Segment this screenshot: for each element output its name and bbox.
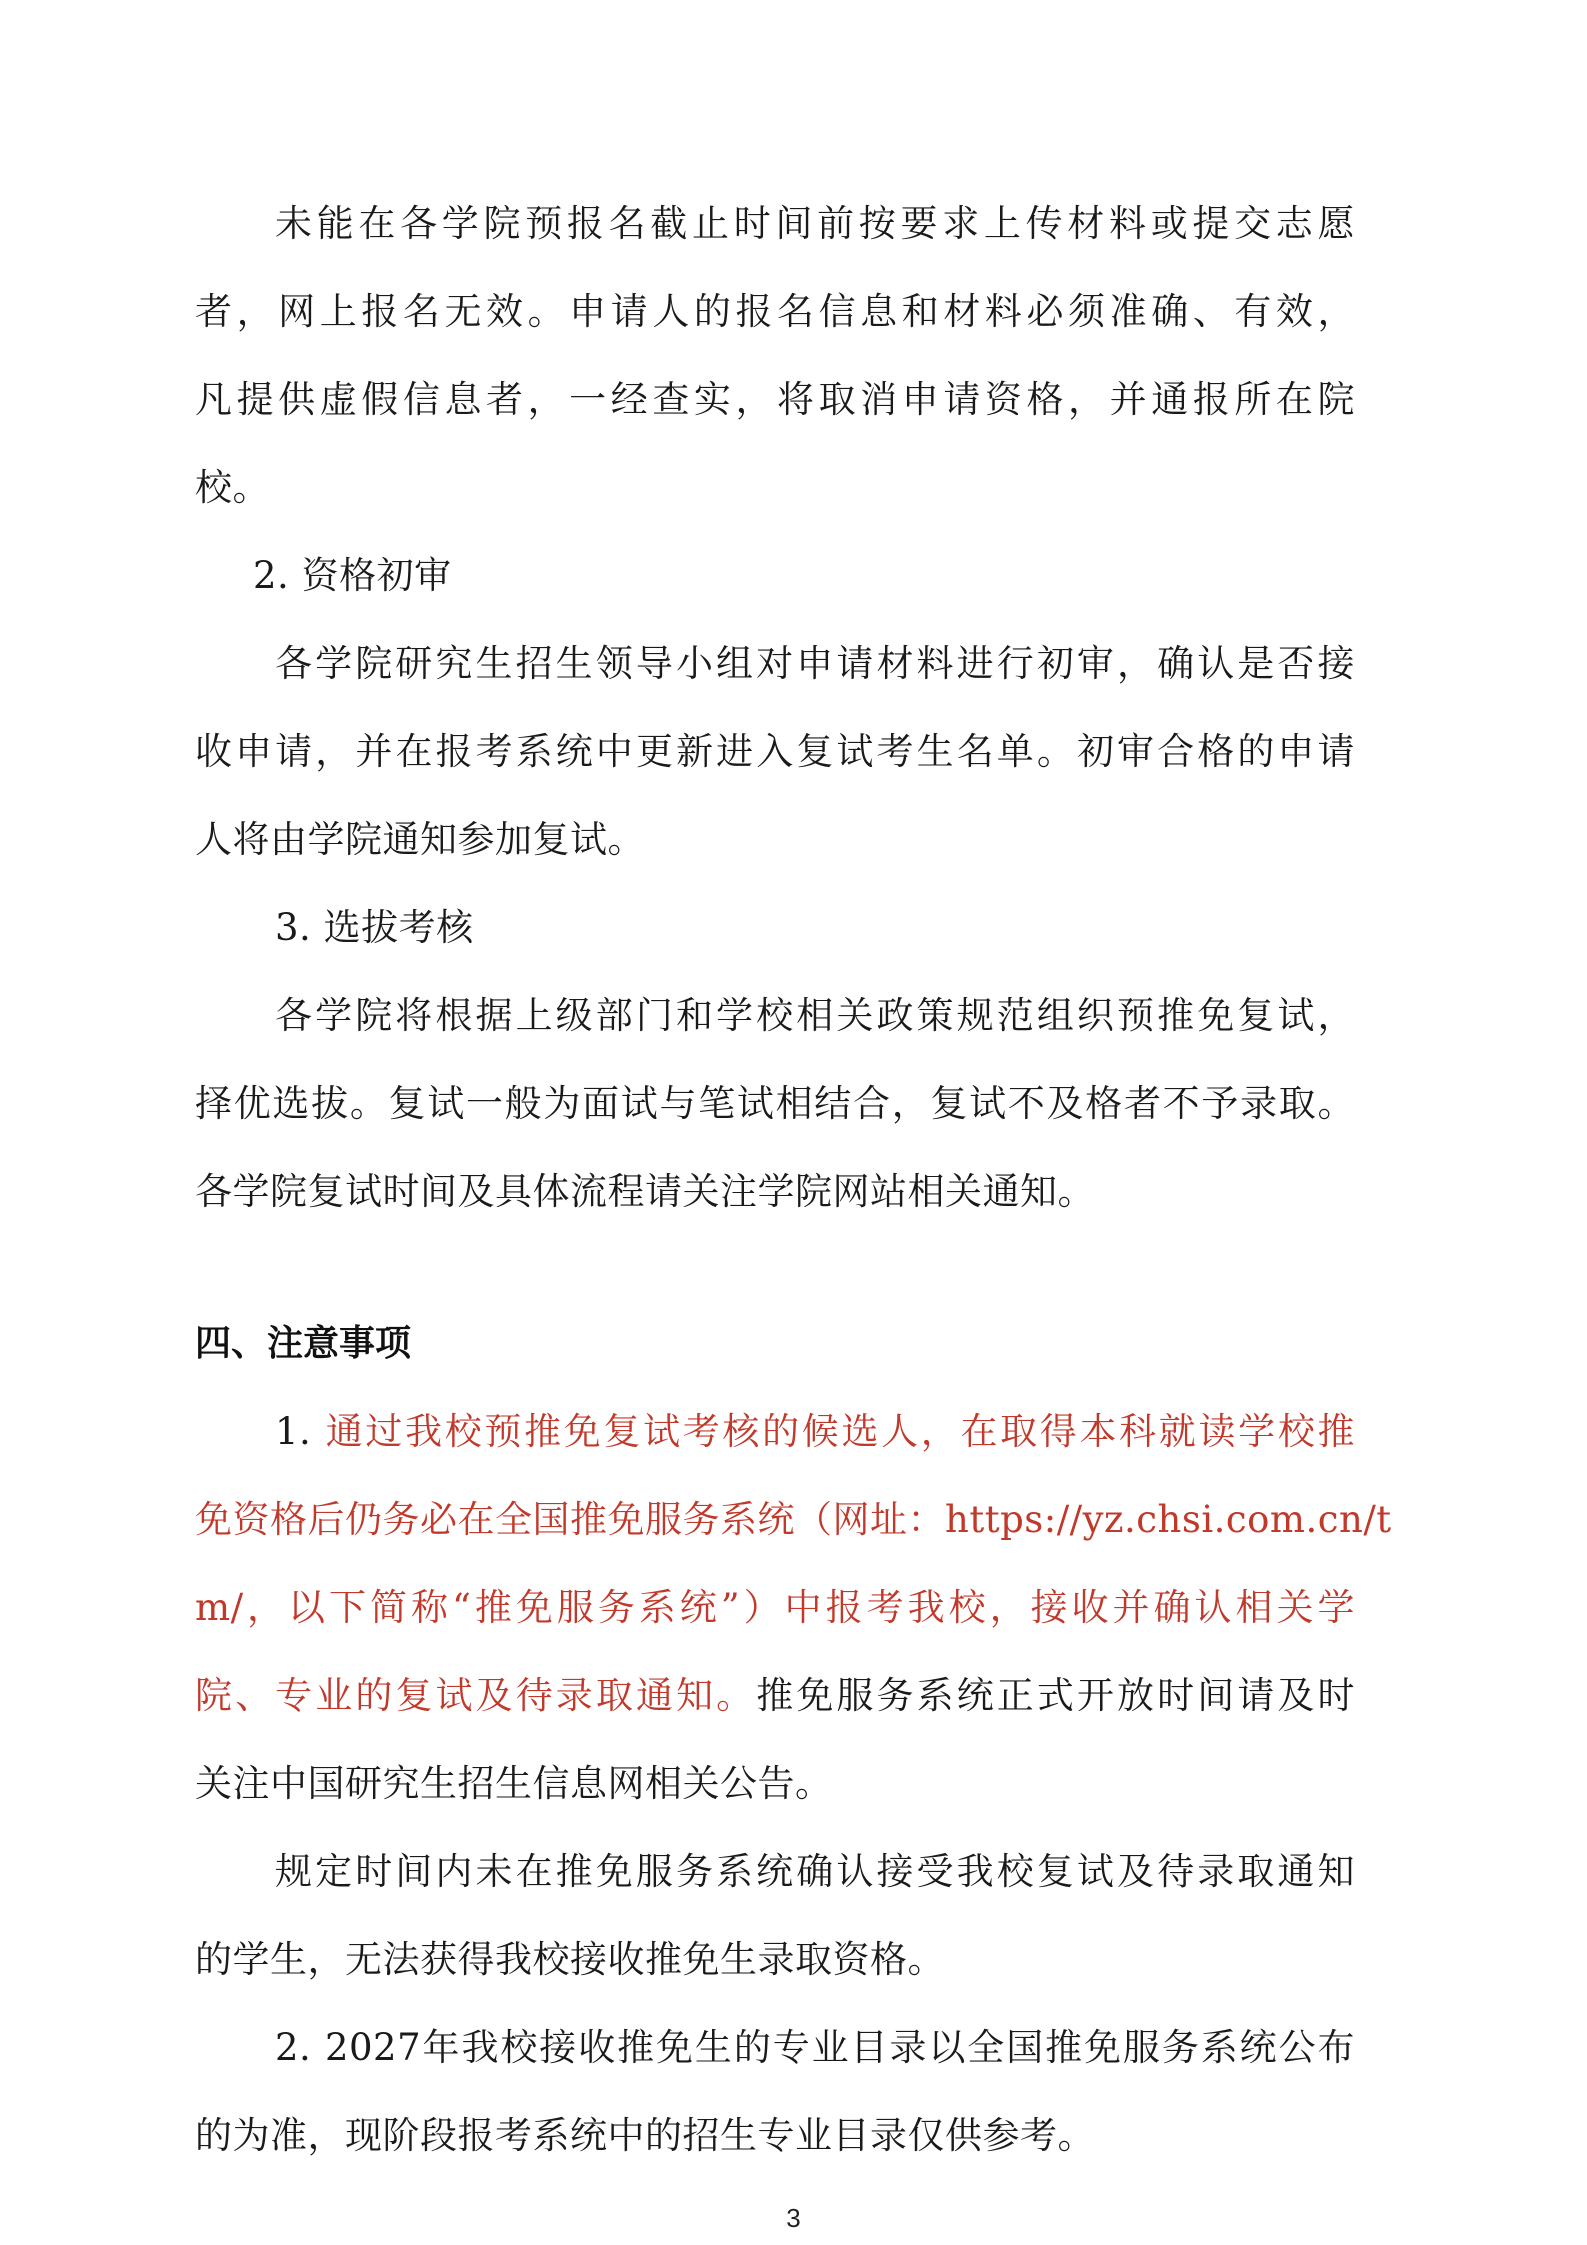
section-title: 2. 资格初审 [253, 554, 452, 597]
text-line [275, 1408, 1355, 1456]
text-line [195, 1672, 1355, 1720]
section-heading: 四、注意事项 [195, 1323, 412, 1364]
text-line: 择优选拔。复试一般为面试与笔试相结合，复试不及格者不予录取。 [195, 1082, 1355, 1125]
text-line: 2. 2027年我校接收推免生的专业目录以全国推免服务系统公布 [275, 2026, 1355, 2069]
text-line: 的为准，现阶段报考系统中的招生专业目录仅供参考。 [195, 2114, 1095, 2157]
text-line: 收申请，并在报考系统中更新进入复试考生名单。初审合格的申请 [195, 730, 1355, 773]
text-line: 规定时间内未在推免服务系统确认接受我校复试及待录取通知 [275, 1850, 1355, 1893]
page-number: 3 [786, 2203, 801, 2233]
section-title: 3. 选拔考核 [275, 906, 474, 949]
text-line: 关注中国研究生招生信息网相关公告。 [195, 1762, 833, 1805]
text-line: 的学生，无法获得我校接收推免生录取资格。 [195, 1938, 945, 1981]
text-line: 凡提供虚假信息者，一经查实，将取消申请资格，并通报所在院 [195, 378, 1355, 421]
highlighted-text: 通过我校预推免复试考核的候选人，在取得本科就读学校推 [325, 1410, 1355, 1453]
text-line: 各学院复试时间及具体流程请关注学院网站相关通知。 [195, 1170, 1095, 1213]
highlighted-text-line: m/，以下简称“推免服务系统”）中报考我校，接收并确认相关学 [195, 1586, 1355, 1629]
plain-text: 推免服务系统正式开放时间请及时 [756, 1674, 1355, 1717]
text-line: 校。 [195, 466, 270, 509]
highlighted-text: 院、专业的复试及待录取通知。 [195, 1674, 757, 1717]
item-number: 1. [275, 1410, 326, 1453]
text-line: 各学院研究生招生领导小组对申请材料进行初审，确认是否接 [275, 642, 1355, 685]
text-line: 各学院将根据上级部门和学校相关政策规范组织预推免复试， [275, 994, 1355, 1037]
text-line: 人将由学院通知参加复试。 [195, 818, 645, 861]
highlighted-text-line: 免资格后仍务必在全国推免服务系统（网址：https://yz.chsi.com.cn/t [195, 1498, 1392, 1541]
text-line: 者，网上报名无效。申请人的报名信息和材料必须准确、有效， [195, 290, 1355, 333]
text-line: 未能在各学院预报名截止时间前按要求上传材料或提交志愿 [275, 202, 1355, 245]
